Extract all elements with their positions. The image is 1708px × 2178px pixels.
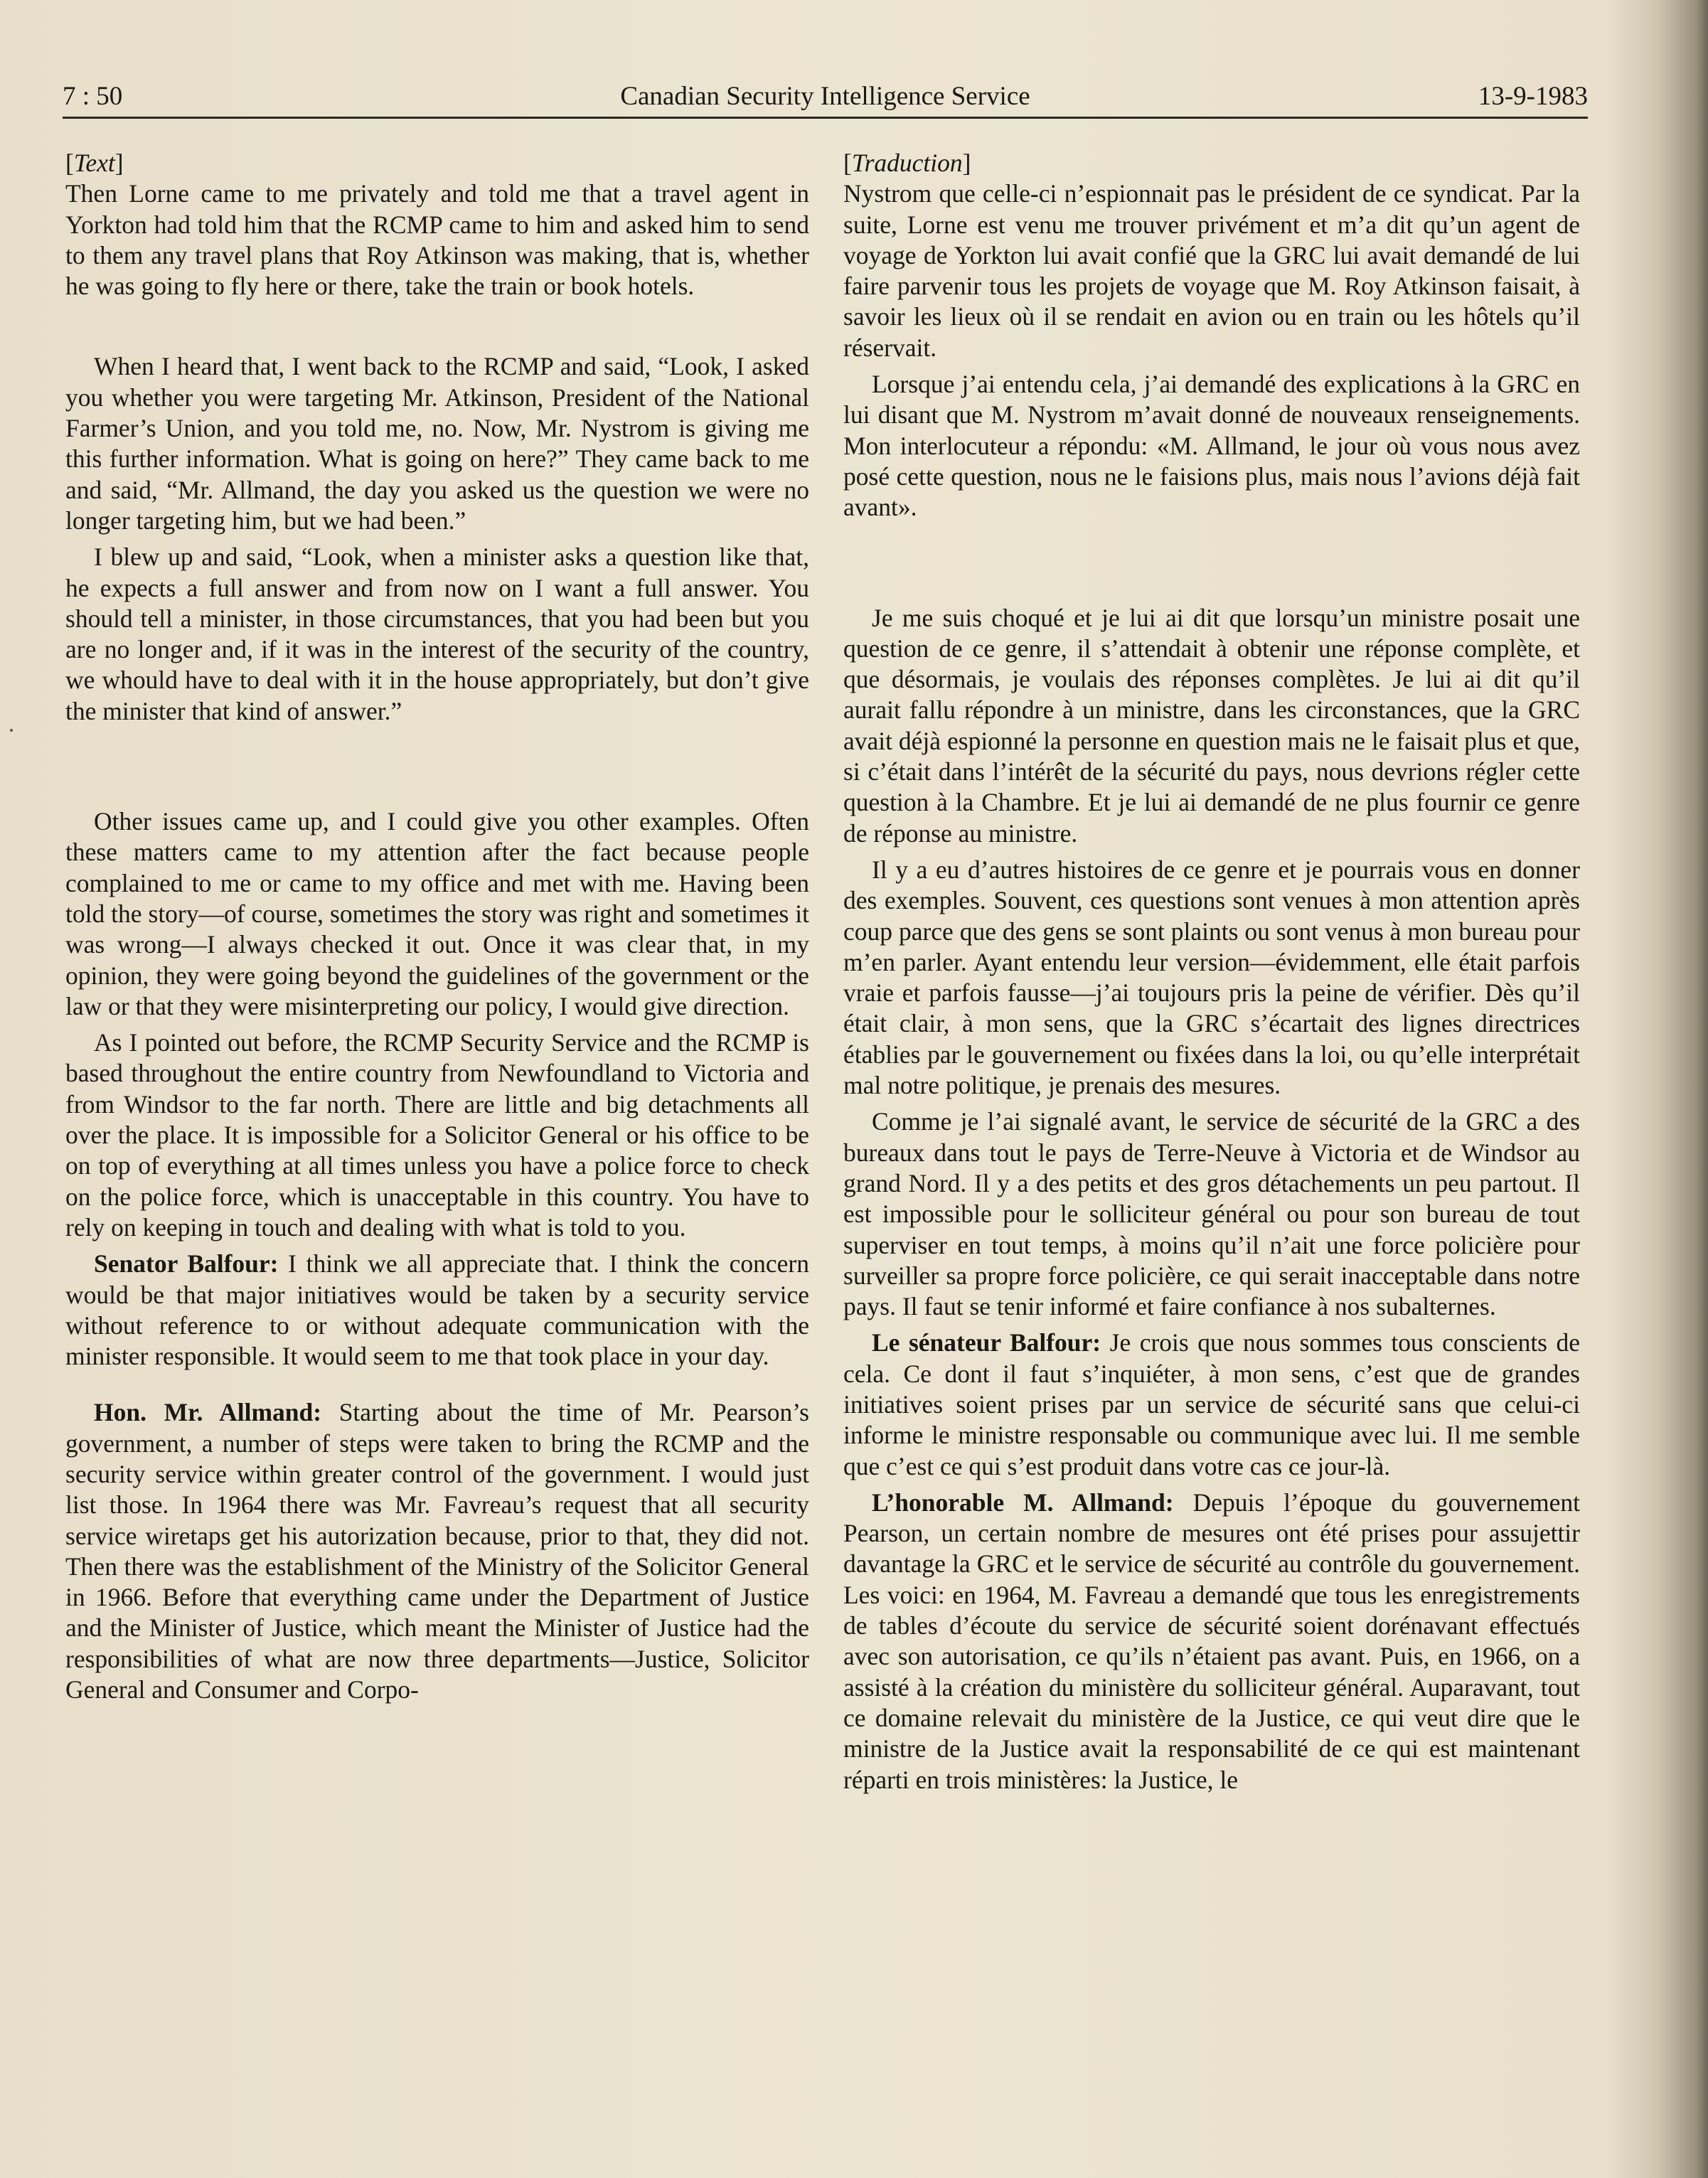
en-paragraph-7 [65,1397,809,1705]
speaker-honorable-allmand: L’honorable M. Allmand: [872,1488,1174,1517]
fr-paragraph-4: Il y a eu d’autres histoires de ce genre et je pourrais vous en donner des exemples. Souvent, ces questions sont venues à mon attention après coup parce que des gens se sont plaints ou sont venus à mon bureau pour m’en parler. Ayant entendu leur version—évidemment, elle était parfois vraie et parfois fausse—j’ai toujours pris la peine de vérifier. Dès qu’il était clair, à mon sens, que la GRC s’écartait des lignes directrices établies par le gouvernement ou fixées dans la loi, ou qu’elle interprétait mal notre politique, je prenais des mesures. [843,855,1580,1100]
fr-paragraph-3: Je me suis choqué et je lui ai dit que lorsqu’un ministre posait une question de ce genre, il s’attendait à obtenir une réponse complète, et que désormais, je voulais des réponses complètes. Je lui ai dit qu’il aurait fallu répondre à un ministre, dans les circonstances, que la GRC avait déjà espionné la personne en question mais ne le faisait plus et que, si c’était dans l’intérêt de la sécurité du pays, nous devrions régler cette question à la Chambre. Et je lui ai demandé de ne plus fournir ce genre de réponse au ministre. [843,603,1580,848]
en-paragraph-6 [65,1249,809,1372]
fr-paragraph-5: Comme je l’ai signalé avant, le service de sécurité de la GRC a des bureaux dans tout le pays de Terre-Neuve à Victoria et de Windsor au grand Nord. Il y a des petits et des gros détachements un peu partout. Il est impossible pour le solliciteur général ou pour son bureau de tout superviser en tout temps, à moins qu’il n’ait une force policière pour surveiller sa propre force policière, ce qui serait inacceptable dans notre pays. Il faut se tenir informé et faire confiance à nos subalternes. [843,1107,1580,1321]
en-paragraph-4: Other issues came up, and I could give you other examples. Often these matters came to my attention after the fact because people complained to me or came to my office and met with me. Having been told the story—of course, sometimes the story was right and sometimes it was wrong—I always checked it out. Once it was clear that, in my opinion, they were going beyond the guidelines of the government or the law or that they were misinterpreting our policy, I would give direction. [65,807,809,1020]
english-column [65,148,809,1705]
text-tag-label: Text [73,149,115,177]
running-header [63,77,1588,119]
fr-paragraph-1: Nystrom que celle-ci n’espionnait pas le président de ce syndicat. Par la suite, Lorne est venu me trouver privément et m’a dit qu’un agent de voyage de Yorkton lui avait confié que la GRC lui avait demandé de lui faire parvenir tous les projets de voyage que M. Roy Atkinson faisait, à savoir les lieux où il se rendait en avion ou en train ou les hôtels qu’il réservait. [843,179,1580,362]
en-paragraph-2: When I heard that, I went back to the RCMP and said, “Look, I asked you whether you were targeting Mr. Atkinson, President of the National Farmer’s Union, and you told me, no. Now, Mr. Nystrom is giving me this further information. What is going on here?” They came back to me and said, “Mr. Allmand, the day you asked us the question we were no longer targeting him, but we had been.” [65,352,809,535]
header-title: Canadian Security Intelligence Service [620,82,1030,111]
text-tag: [Text] [65,149,124,177]
fr-paragraph-6-text: Je crois que nous sommes tous conscients de cela. Ce dont il faut s’inquiéter, à mon sens, c’est que de grandes initiatives soient prises par un service de sécurité sans que celui-ci informe le ministre responsable ou communique avec lui. Il me semble que c’est ce qui s’est produit dans votre cas ce jour-là. [843,1328,1581,1480]
fr-paragraph-2: Lorsque j’ai entendu cela, j’ai demandé des explications à la GRC en lui disant que M. Nystrom m’avait donné de nouveaux renseignements. Mon interlocuteur a répondu: «M. Allmand, le jour où vous nous avez posé cette question, nous ne le faisions plus, mais nous l’avions déjà fait avant». [843,370,1580,522]
speaker-senator-balfour: Senator Balfour: [94,1249,279,1278]
en-paragraph-1: Then Lorne came to me privately and told me that a travel agent in Yorkton had told him that the RCMP came to him and asked him to send to them any travel plans that Roy Atkinson was making, that is, whether he was going to fly here or there, take the train or book hotels. [65,179,809,301]
en-paragraph-5: As I pointed out before, the RCMP Security Service and the RCMP is based throughout the entire country from Newfoundland to Victoria and from Windsor to the far north. There are little and big detachments all over the place. It is impossible for a Solicitor General or his office to be on top of everything at all times unless you have a police force to check on the police force, which is unacceptable in this country. You have to rely on keeping in touch and dealing with what is told to you. [65,1028,809,1242]
fr-paragraph-7 [843,1488,1580,1795]
speaker-senateur-balfour: Le sénateur Balfour: [872,1328,1101,1357]
french-column [843,148,1580,1795]
paper-speck [10,729,13,732]
traduction-tag-label: Traduction [851,149,963,177]
en-paragraph-6-text: I think we all appreciate that. I think the concern would be that major initiatives would be taken by a security service without reference to or without adequate communication with the minister responsible. It would seem to me that took place in your day. [65,1249,810,1371]
traduction-tag: [Traduction] [843,149,971,177]
fr-paragraph-7-text: Depuis l’époque du gouvernement Pearson, un certain nombre de mesures ont été prises pour assujettir davantage la GRC et le service de sécurité au contrôle du gouvernement. Les voici: en 1964, M. Favreau a demandé que tous les enregistrements de tables d’écoute du service de sécurité soient dorénavant effectués avec son autorisation, ce qu’ils n’étaient pas avant. Puis, en 1966, on a assisté à la création du ministère du solliciteur général. Auparavant, tout ce domaine relevait du ministère de la Justice, ce qui veut dire que le ministre de la Justice avait la responsabilité de ce qui est maintenant réparti en trois ministères: la Justice, le [843,1488,1580,1794]
page-number: 7 : 50 [63,82,123,111]
en-paragraph-3: I blew up and said, “Look, when a minister asks a question like that, he expects a full answer and from now on I want a full answer. You should tell a minister, in those circumstances, that you had been but you are no longer and, if it was in the interest of the security of the country, we whould have to deal with it in the house appropriately, but don’t give the minister that kind of answer.” [65,543,809,725]
header-date: 13-9-1983 [1478,82,1588,111]
en-paragraph-7-text: Starting about the time of Mr. Pearson’s government, a number of steps were taken to bring the RCMP and the security service within greater control of the government. I would just list those. In 1964 there was Mr. Favreau’s request that all security service wiretaps get his autorization because, prior to that, they did not. Then there was the establishment of the Ministry of the Solicitor General in 1966. Before that everything came under the Department of Justice and the Minister of Justice, which meant the Minister of Justice had the responsibilities of what are now three departments—Justice, Solicitor General and Consumer and Corpo- [65,1398,809,1704]
speaker-allmand: Hon. Mr. Allmand: [94,1398,322,1427]
fr-paragraph-6 [843,1328,1580,1481]
